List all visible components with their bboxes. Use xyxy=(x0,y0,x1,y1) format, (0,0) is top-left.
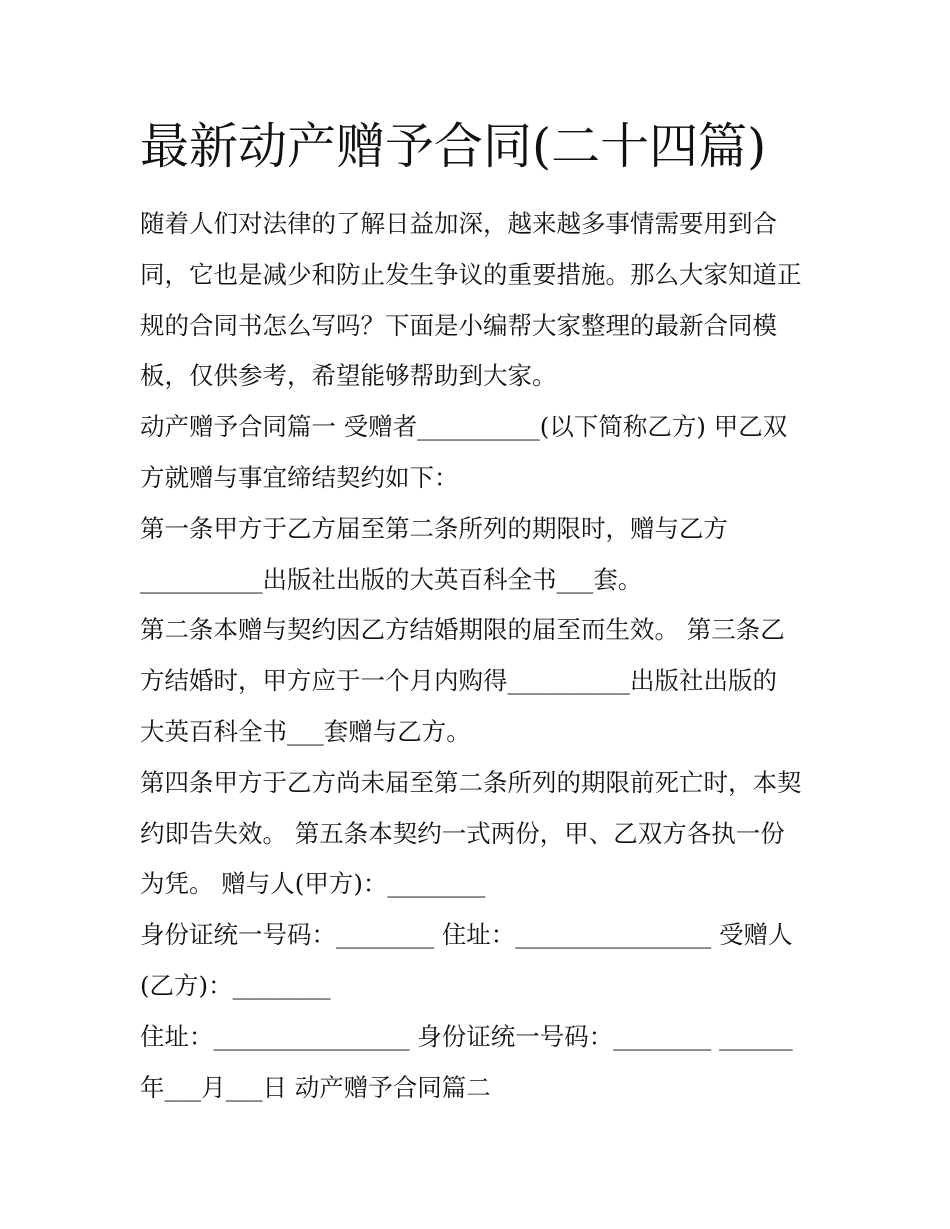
body-line: 约即告失效。 第五条本契约一式两份，甲、乙双方各执一份 xyxy=(140,818,785,848)
body-line: 板，仅供参考，希望能够帮助到大家。 xyxy=(140,361,557,391)
document-title: 最新动产赠予合同(二十四篇) xyxy=(140,118,767,175)
body-line: 身份证统一号码：________ 住址：________________ 受赠人 xyxy=(140,920,793,950)
body-line: 动产赠予合同篇一 受赠者__________(以下简称乙方) 甲乙双 xyxy=(140,412,788,442)
body-line: 第四条甲方于乙方尚未届至第二条所列的期限前死亡时，本契 xyxy=(140,767,802,797)
body-line: (乙方)：________ xyxy=(140,970,331,1000)
body-line: 规的合同书怎么写吗？下面是小编帮大家整理的最新合同模 xyxy=(140,310,777,340)
body-line: 年___月___日 动产赠予合同篇二 xyxy=(140,1072,491,1102)
document-body xyxy=(140,199,820,1113)
body-line: 同，它也是减少和防止发生争议的重要措施。那么大家知道正 xyxy=(140,259,802,289)
body-line: 为凭。 赠与人(甲方)：________ xyxy=(140,869,486,899)
body-line: 住址：________________ 身份证统一号码：________ ______ xyxy=(140,1021,793,1051)
body-line: 第二条本赠与契约因乙方结婚期限的届至而生效。 第三条乙 xyxy=(140,615,785,645)
body-line: 随着人们对法律的了解日益加深，越来越多事情需要用到合 xyxy=(140,209,777,238)
body-line: 大英百科全书___套赠与乙方。 xyxy=(140,716,471,746)
body-line: 方就赠与事宜缔结契约如下： xyxy=(140,462,459,492)
body-line: 方结婚时，甲方应于一个月内购得__________出版社出版的 xyxy=(140,666,777,696)
body-line: 第一条甲方于乙方届至第二条所列的期限时，赠与乙方 xyxy=(140,513,728,543)
body-line: __________出版社出版的大英百科全书___套。 xyxy=(140,564,643,594)
